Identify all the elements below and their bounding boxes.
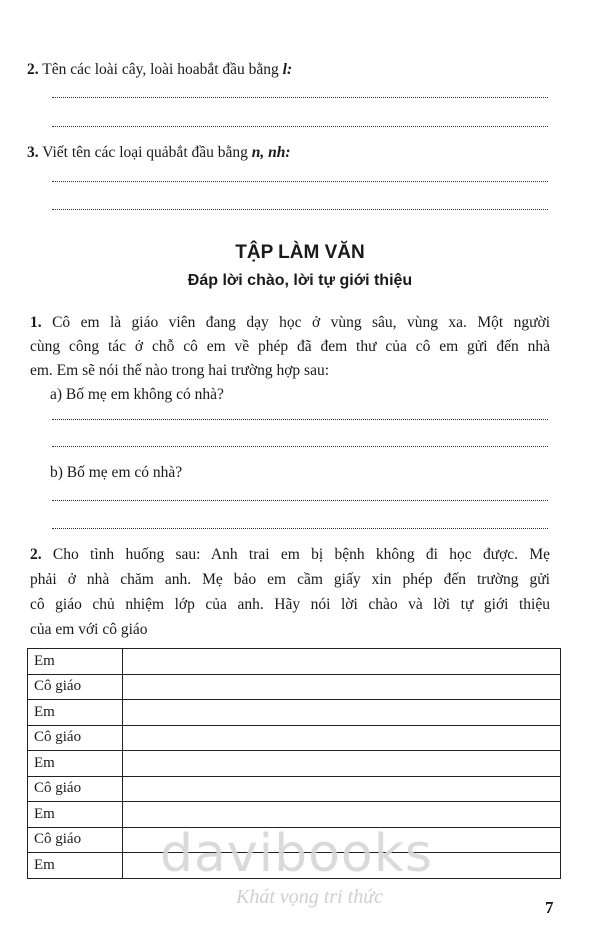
- answer-line[interactable]: [52, 126, 548, 127]
- speaker-cell: Cô giáo: [28, 827, 123, 853]
- response-cell[interactable]: [123, 674, 561, 700]
- exercise-2-line: 2. Cho tình huống sau: Anh trai em bị bệnh không đi học được. Mẹ: [30, 546, 551, 563]
- response-cell[interactable]: [123, 751, 561, 777]
- dialogue-row: [28, 649, 561, 675]
- dialogue-row: [28, 700, 561, 726]
- exercise-1-case-a: a) Bố mẹ em không có nhà?: [50, 386, 224, 403]
- section-subtitle: Đáp lời chào, lời tự giới thiệu: [187, 272, 413, 289]
- response-cell[interactable]: [123, 725, 561, 751]
- watermark-brand: davibooks: [160, 824, 433, 884]
- speaker-cell: Em: [28, 649, 123, 675]
- exercise-2-number: 2.: [30, 546, 42, 563]
- dialogue-row: [28, 725, 561, 751]
- response-cell[interactable]: [123, 776, 561, 802]
- exercise-1-line: 1. Cô em là giáo viên đang dạy học ở vùng sâu, vùng xa. Một người: [30, 314, 551, 331]
- question-2-letter: l:: [282, 61, 293, 78]
- dialogue-row: [28, 674, 561, 700]
- speaker-cell: Cô giáo: [28, 776, 123, 802]
- speaker-cell: Em: [28, 751, 123, 777]
- question-3-number: 3.: [27, 144, 39, 161]
- exercise-1-line: cùng công tác ở chỗ cô em về phép đã đem thư của cô em gửi đến nhà: [30, 338, 550, 355]
- exercise-1-number: 1.: [30, 314, 42, 331]
- dialogue-row: [28, 751, 561, 777]
- page-number: 7: [545, 898, 554, 917]
- exercise-1-line: em. Em sẽ nói thế nào trong hai trường hợp sau:: [30, 362, 330, 379]
- question-3-letter: n, nh:: [251, 144, 291, 161]
- question-2-number: 2.: [27, 61, 39, 78]
- question-2: [27, 60, 292, 80]
- question-3: [27, 143, 291, 163]
- speaker-cell: Em: [28, 802, 123, 828]
- answer-line[interactable]: [52, 446, 548, 447]
- section-title: TẬP LÀM VĂN: [235, 242, 365, 263]
- exercise-2-line: cô giáo chủ nhiệm lớp của anh. Hãy nói lời chào và lời tự giới thiệu: [30, 596, 550, 613]
- speaker-cell: Cô giáo: [28, 725, 123, 751]
- question-2-text: Tên các loài cây, loài hoabắt đầu bằng: [42, 61, 283, 78]
- response-cell[interactable]: [123, 649, 561, 675]
- answer-line[interactable]: [52, 181, 548, 182]
- answer-line[interactable]: [52, 209, 548, 210]
- speaker-cell: Em: [28, 700, 123, 726]
- answer-line[interactable]: [52, 97, 548, 98]
- exercise-1-case-b: b) Bố mẹ em có nhà?: [50, 464, 183, 481]
- question-3-text: Viết tên các loại quảbắt đầu bằng: [42, 144, 252, 161]
- response-cell[interactable]: [123, 700, 561, 726]
- answer-line[interactable]: [52, 500, 548, 501]
- answer-line[interactable]: [52, 419, 548, 420]
- speaker-cell: Em: [28, 853, 123, 879]
- exercise-2-line: phải ở nhà chăm anh. Mẹ bảo em cầm giấy xin phép đến trường gửi: [30, 571, 550, 588]
- exercise-2-line: của em với cô giáo: [30, 621, 148, 638]
- speaker-cell: Cô giáo: [28, 674, 123, 700]
- dialogue-row: [28, 776, 561, 802]
- answer-line[interactable]: [52, 528, 548, 529]
- watermark-slogan: Khát vọng tri thức: [236, 886, 384, 908]
